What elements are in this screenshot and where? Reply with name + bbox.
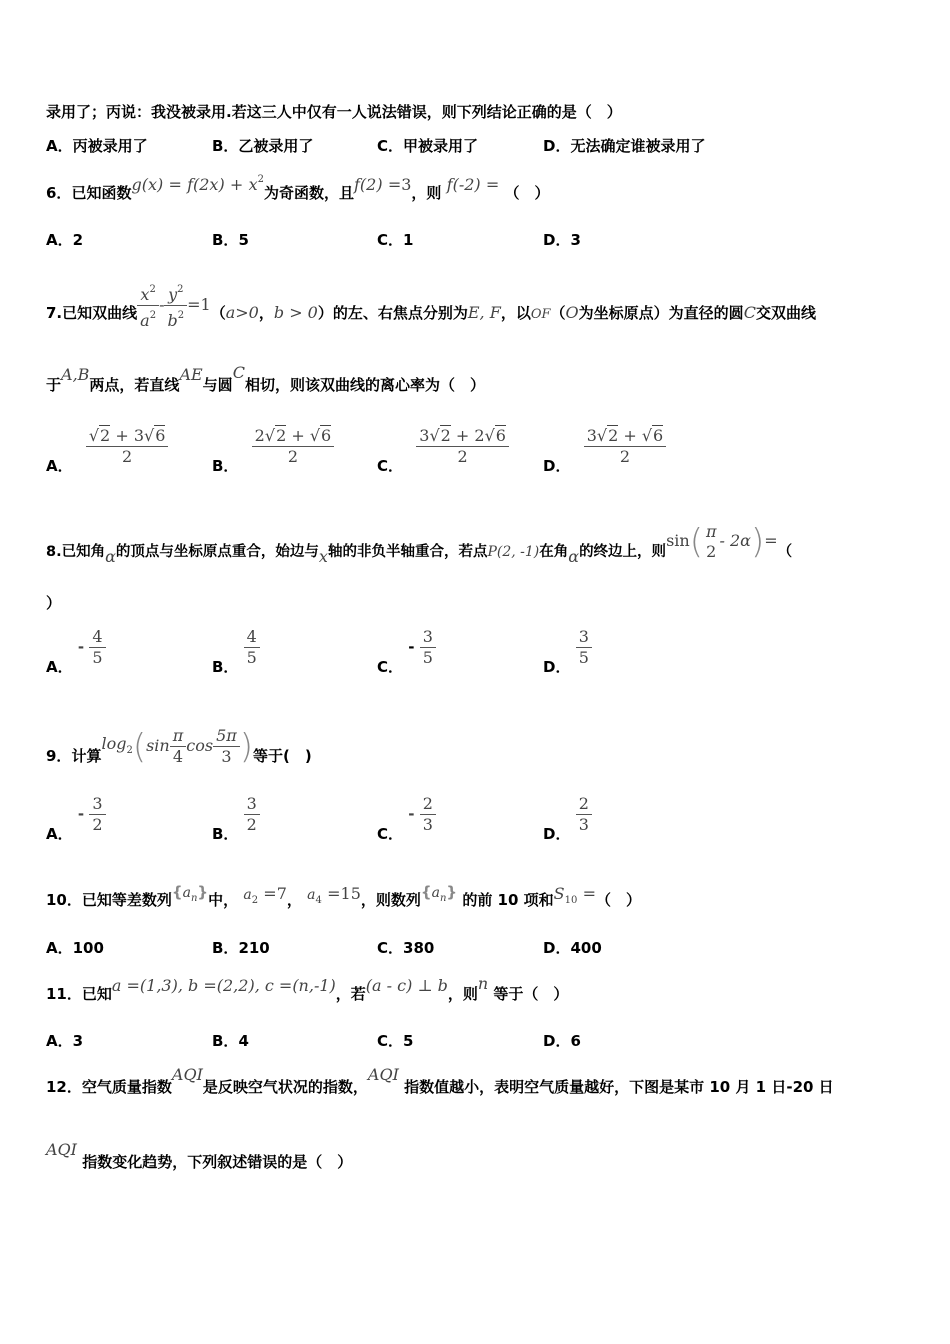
q6-math-x: x bbox=[248, 175, 258, 194]
q5-option-d: D．无法确定谁被录用了 bbox=[543, 137, 706, 155]
q7-option-a: A． $\frac{√2 + 3√6}{2}$ bbox=[46, 426, 168, 467]
q10-math-a4: a bbox=[307, 887, 316, 903]
q10-math-10: 10 bbox=[564, 895, 578, 906]
q5-option-a: A．丙被录用了 bbox=[46, 137, 148, 155]
q10-option-a: A．100 bbox=[46, 939, 104, 957]
q8-math-alpha: α bbox=[105, 547, 116, 566]
q8-option-b: B． $\frac{4}{5}$ bbox=[212, 627, 260, 668]
q7-text-10: 相切，则该双曲线的离心率为（ ） bbox=[244, 376, 485, 394]
question-6 bbox=[46, 174, 550, 203]
q10-math-s: S bbox=[553, 884, 565, 903]
q7-option-d: D． $\frac{3√2 + √6}{2}$ bbox=[543, 426, 666, 467]
q6-text-4: （ ） bbox=[504, 184, 550, 202]
q9-math-sin: sin bbox=[146, 736, 170, 755]
q7-text-8: 两点，若直线 bbox=[89, 376, 180, 394]
q10-math-n: n bbox=[190, 893, 198, 904]
q9-option-a: A． - $\frac{3}{2}$ bbox=[46, 794, 106, 835]
q7-frac-y2-b2: $\frac{y^2}{b^2}$ bbox=[164, 280, 187, 331]
q7-math-c: C bbox=[743, 303, 756, 322]
q8-math-sin: sin bbox=[666, 531, 690, 550]
question-10: 10．已知等差数列$\{a^n\}$中， $a_2 =7$， $a_4 =15$，则数列$\{a^n\}$ 的前 10 项和$S_{10}$ =（ ） bbox=[46, 883, 641, 909]
q7-text-5: 为坐标原点）为直径的圆 bbox=[578, 304, 744, 322]
q10-text-5: 的前 10 项和 bbox=[462, 891, 554, 909]
q10-math-a2: a bbox=[243, 887, 252, 903]
q7-option-b: B． $\frac{2√2 + √6}{2}$ bbox=[212, 426, 334, 467]
q7-math-agt: a>0 bbox=[225, 303, 259, 322]
q10-text-6: （ ） bbox=[595, 891, 641, 909]
q7-frac-x2-a2: $\frac{x^2}{a^2}$ bbox=[137, 280, 159, 331]
q7-text-1: 已知双曲线 bbox=[62, 304, 138, 322]
q7-math-minus: - bbox=[159, 295, 165, 314]
q10-math-eq7: =7 bbox=[263, 884, 287, 903]
question-8-line-1: 8.已知角α的顶点与坐标原点重合，始边与x轴的非负半轴重合，若点P(2, -1)在角α的终边上，则sin( π 2 - 2α)=（ bbox=[46, 522, 793, 566]
q10-text-4: ，则数列 bbox=[360, 891, 421, 909]
q10-option-c: C．380 bbox=[377, 939, 435, 957]
q11-math-vectors: a =(1,3), b =(2,2), c =(n,-1) bbox=[111, 976, 336, 995]
q6-math-f2: f(2) bbox=[353, 175, 383, 194]
q6-text-2: 为奇函数，且 bbox=[263, 184, 354, 202]
q9-number: 9． bbox=[46, 747, 72, 765]
q6-text-1: 已知函数 bbox=[71, 184, 132, 202]
q8-math-p: P(2, -1) bbox=[487, 544, 540, 560]
q10-math-2: 2 bbox=[251, 895, 259, 906]
q12-text-2: 是反映空气状况的指数， bbox=[202, 1078, 368, 1096]
q8-text-6: （ bbox=[777, 544, 793, 560]
q11-text-4: 等于（ ） bbox=[493, 985, 569, 1003]
q6-math-plus: + bbox=[229, 175, 244, 194]
q12-math-aqi: AQI bbox=[171, 1065, 203, 1084]
q7-text-9: 与圆 bbox=[202, 376, 233, 394]
q8-number: 8. bbox=[46, 544, 62, 560]
q7-text-2: ）的左、右焦点分别为 bbox=[317, 304, 468, 322]
q9-frac-5pi-3: $\frac{5\pi}{3}$ bbox=[213, 726, 240, 767]
q11-option-d: D．6 bbox=[543, 1032, 581, 1050]
q6-math-f2x: f(2x) bbox=[187, 175, 225, 194]
q8-text-4: 在角 bbox=[539, 544, 569, 560]
q10-math-eq: = bbox=[582, 884, 596, 903]
q12-math-aqi-2: AQI bbox=[367, 1065, 399, 1084]
q7-paren: （ bbox=[210, 304, 226, 322]
q12-number: 12． bbox=[46, 1078, 82, 1096]
q7-math-of: OF bbox=[530, 307, 551, 322]
q7-math-eq1: =1 bbox=[187, 295, 211, 314]
q10-math-4: 4 bbox=[315, 895, 322, 906]
q6-math-eq2: = bbox=[485, 175, 500, 194]
q7-text-3: ，以 bbox=[500, 304, 531, 322]
q8-option-a: A． - $\frac{4}{5}$ bbox=[46, 627, 106, 668]
q6-option-a: A．2 bbox=[46, 231, 84, 249]
question-12-line-1 bbox=[46, 1065, 834, 1097]
q9-text-2: 等于( ) bbox=[253, 747, 312, 765]
q7-math-ae: AE bbox=[179, 365, 203, 384]
q6-option-b: B．5 bbox=[212, 231, 249, 249]
q8-text-2: 的顶点与坐标原点重合，始边与 bbox=[115, 544, 319, 560]
q7-comma: ， bbox=[258, 304, 274, 322]
q10-text-2: 中， bbox=[208, 891, 239, 909]
q11-math-perp: (a - c) ⊥ b bbox=[365, 976, 448, 995]
q10-math-an-2: a bbox=[431, 885, 440, 901]
q9-frac-pi-4: $\frac{\pi}{4}$ bbox=[170, 726, 187, 767]
q7-text-7: 于 bbox=[46, 376, 62, 394]
q9-text-1: 计算 bbox=[71, 747, 102, 765]
q8-math-alpha2: α bbox=[568, 547, 580, 566]
q10-number: 10． bbox=[46, 891, 82, 909]
q7-text-6: 交双曲线 bbox=[755, 304, 816, 322]
q6-number: 6． bbox=[46, 184, 72, 202]
q10-option-d: D．400 bbox=[543, 939, 602, 957]
q6-math-exp: 2 bbox=[257, 174, 264, 185]
q12-text-4: 指数变化趋势，下列叙述错误的是（ ） bbox=[82, 1153, 353, 1171]
q10-math-eq15: =15 bbox=[327, 884, 361, 903]
q9-math-cos: cos bbox=[186, 736, 214, 755]
question-7-line-1 bbox=[46, 284, 816, 339]
q11-option-a: A．3 bbox=[46, 1032, 84, 1050]
question-11 bbox=[46, 974, 569, 1004]
q8-text-7: ） bbox=[46, 594, 62, 612]
q7-math-ef: E, F bbox=[467, 303, 501, 322]
q6-option-c: C．1 bbox=[377, 231, 414, 249]
q9-option-d: D． $\frac{2}{3}$ bbox=[543, 794, 592, 835]
q8-option-c: C． - $\frac{3}{5}$ bbox=[377, 627, 436, 668]
q11-option-c: C．5 bbox=[377, 1032, 414, 1050]
q6-text-3: ，则 bbox=[411, 184, 442, 202]
q10-option-b: B．210 bbox=[212, 939, 270, 957]
q12-text-3: 指数值越小，表明空气质量越好，下图是某市 10 月 1 日-20 日 bbox=[404, 1078, 834, 1096]
q5-option-b: B．乙被录用了 bbox=[212, 137, 314, 155]
q8-math-eq: = bbox=[764, 531, 778, 550]
q10-math-an: a bbox=[182, 885, 191, 901]
q8-text-3: 轴的非负半轴重合，若点 bbox=[327, 544, 488, 560]
q10-text-3: ， bbox=[286, 891, 302, 909]
q6-math-g: g(x) bbox=[131, 175, 164, 194]
q8-math-x: x bbox=[318, 547, 328, 566]
q11-math-n: n bbox=[477, 974, 489, 993]
q12-text-1: 空气质量指数 bbox=[81, 1078, 172, 1096]
question-12-line-2 bbox=[46, 1140, 353, 1172]
q11-text-2: ，若 bbox=[335, 985, 366, 1003]
q12-math-aqi-3: AQI bbox=[46, 1140, 77, 1159]
q7-math-o: O bbox=[565, 303, 579, 322]
q7-math-c2: C bbox=[232, 363, 245, 382]
q10-math-n-2: n bbox=[439, 893, 447, 904]
q6-math-eq: = bbox=[168, 175, 182, 194]
q5-option-c: C．甲被录用了 bbox=[377, 137, 479, 155]
question-9: 9．计算$\log_2(\sin$ $\frac{\pi}{4}$ cos $\frac{5\pi}{3}$ )等于( ) bbox=[46, 726, 312, 767]
q8-math-minus2a: - 2α bbox=[719, 531, 751, 550]
q6-math-fm2: f(-2) bbox=[446, 175, 481, 194]
q9-math-base: 2 bbox=[126, 745, 133, 756]
q6-math-eq3: =3 bbox=[387, 175, 412, 194]
q10-text-1: 已知等差数列 bbox=[81, 891, 172, 909]
q7-math-ab: A,B bbox=[61, 365, 90, 384]
q11-text-1: 已知 bbox=[81, 985, 112, 1003]
q9-option-c: C． - $\frac{2}{3}$ bbox=[377, 794, 436, 835]
q8-text-1: 已知角 bbox=[61, 544, 106, 560]
q7-text-4: （ bbox=[550, 304, 566, 322]
q7-number: 7. bbox=[46, 304, 63, 322]
q8-option-d: D． $\frac{3}{5}$ bbox=[543, 627, 592, 668]
q8-frac-pi-2: π 2 bbox=[705, 522, 717, 561]
q7-math-bgt: b > 0 bbox=[273, 303, 318, 322]
q5-tail-text: 录用了；丙说：我没被录用.若这三人中仅有一人说法错误，则下列结论正确的是（ ） bbox=[46, 103, 622, 121]
q9-math-log: log bbox=[101, 734, 127, 753]
q6-option-d: D．3 bbox=[543, 231, 581, 249]
q11-text-3: ，则 bbox=[447, 985, 478, 1003]
q11-number: 11． bbox=[46, 985, 82, 1003]
q8-text-5: 的终边上，则 bbox=[579, 544, 667, 560]
q9-option-b: B． $\frac{3}{2}$ bbox=[212, 794, 260, 835]
q7-option-c: C． $\frac{3√2 + 2√6}{2}$ bbox=[377, 426, 509, 467]
question-7-line-2 bbox=[46, 363, 485, 395]
q11-option-b: B．4 bbox=[212, 1032, 249, 1050]
